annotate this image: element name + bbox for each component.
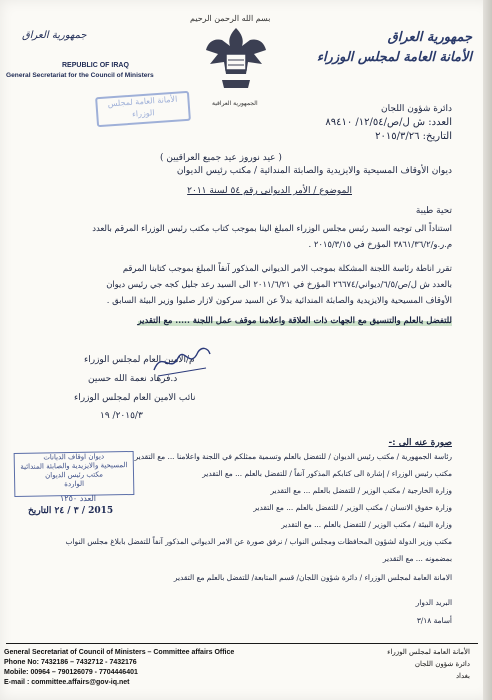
header-republic-ar: جمهورية العراق <box>387 30 472 45</box>
copy-item: بمضمونه ... مع التقدير <box>382 554 452 563</box>
copy-item: مكتب وزير الدولة لشؤون المحافظات ومجلس النواب / نرفق صورة عن الامر الديواني المذكور آنفاً للتفضل بابلاغ مجلس النواب <box>65 537 452 546</box>
top-stamp-text: الأمانة العامة لمجلس الوزراء <box>107 94 178 119</box>
iraq-emblem-icon <box>204 24 268 100</box>
footer-en-line3: Mobile: 00964 – 790126079 - 7704446401 <box>4 669 138 676</box>
copy-item: وزارة البيئة / مكتب الوزير / للتفضل بالعلم ... مع التقدير <box>281 520 452 529</box>
document-date: التاريخ: ٢٠١٥/٣/٢٦ <box>375 131 452 142</box>
top-stamp <box>95 91 191 127</box>
stamp-number: العدد ١٢٥٠ <box>60 494 97 503</box>
footer-en-line2: Phone No: 7432186 – 7432712 - 7432176 <box>4 659 137 666</box>
department-label: دائرة شؤون اللجان <box>381 104 452 114</box>
stamp-date: 2015 / ٣ / ٢٤ التاريخ <box>28 506 114 516</box>
body-para2-line2: بالعدد ش ل/ص/٦/٥/ديواني/٢٦٦٧٤ المؤرخ في ٢٠١١/٦/٢١ الى السيد رعد جليل كجه جي رئيس ديوان <box>106 279 452 289</box>
footer-ar-line1: الأمانة العامة لمجلس الوزراء <box>387 648 470 656</box>
handwritten-signature-icon <box>150 340 214 380</box>
copy-item: البريد الدوار <box>415 598 452 607</box>
footer-ar-line3: بغداد <box>455 672 470 680</box>
nowruz-heading: ( عيد نوروز عيد جميع العراقيين ) <box>160 153 282 163</box>
signature-date: ٢٠١٥/٣/ ١٩ <box>100 411 143 421</box>
stamp-line-4: الواردة <box>64 479 85 489</box>
addressee-line: ديوان الأوقاف المسيحية والايزيدية والصابئة المندائية / مكتب رئيس الديوان <box>176 166 452 176</box>
header-republic-ar-left: جمهورية العراق <box>22 30 87 41</box>
body-para1-line1: استناداً الى توجيه السيد رئيس مجلس الوزراء المبلغ الينا بموجب كتاب مكتب رئيس الوزراء المرقم بالعدد <box>92 223 452 233</box>
copy-item: مكتب رئيس الوزراء / إشارة الى كتابكم المذكور آنفاً / للتفضل بالعلم ... مع التقدير <box>202 469 452 478</box>
stamp-line-1: ديوان اوقاف الديانات <box>43 452 105 462</box>
body-para1-line2: م.ر.و/٣٨٦١/٣٦/٢ المؤرخ في ٢٠١٥/٣/١٥ . <box>308 239 452 249</box>
footer-divider <box>6 643 478 644</box>
copy-item: الامانة العامة لمجلس الوزراء / دائرة شؤون اللجان/ قسم المتابعة/ للتفضل بالعلم مع التقدير <box>173 573 452 582</box>
footer-en-line4: E-mail : committee.affairs@gov-iq.net <box>4 679 130 686</box>
signature-for-line: م/الامين العام لمجلس الوزراء <box>84 355 195 365</box>
copy-item: أسامة ٣/١٨ <box>416 616 452 625</box>
footer-ar-line2: دائرة شؤون اللجان <box>414 660 470 668</box>
header-secretariat-en: General Secretariat for the Council of Ministers <box>6 72 154 79</box>
body-para2-line3: الأوقاف المسيحية والايزيدية والصابئة المندائية بدلاً عن السيد سركون لازار صليوا وزير البيئة السابق . <box>106 295 452 305</box>
stamp-line-2: المسيحية والايزيدية والصابئة المندائية <box>20 461 128 471</box>
header-republic-en: REPUBLIC OF IRAQ <box>62 62 129 69</box>
copy-item: رئاسة الجمهورية / مكتب رئيس الديوان / للتفضل بالعلم وتسمية ممثلكم في اللجنة واعلامنا ... مع التقدير <box>134 452 452 461</box>
copies-heading: صورة عنه الى :- <box>388 438 452 448</box>
received-stamp <box>14 451 135 497</box>
body-para2-line1: تقرر اناطة رئاسة اللجنة المشكلة بموجب الامر الديواني المذكور آنفاً المبلغ بموجب كتابنا المرقم <box>122 263 452 273</box>
header-secretariat-ar: الأمانة العامة لمجلس الوزراء <box>316 50 472 65</box>
copy-item: وزارة الخارجية / مكتب الوزير / للتفضل بالعلم ... مع التقدير <box>270 486 452 495</box>
basmala: بسم الله الرحمن الرحيم <box>190 14 271 23</box>
signatory-name: د.فرهاد نعمة الله حسين <box>88 374 178 384</box>
paper-edge <box>483 0 492 700</box>
signatory-title: نائب الامين العام لمجلس الوزراء <box>74 393 196 403</box>
emblem-caption: الجمهورية العراقية <box>212 100 258 107</box>
salutation: تحية طيبة <box>415 206 452 216</box>
footer-en-line1: General Secretariat of Council of Ministers – Committee affairs Office <box>4 649 235 656</box>
subject-line: الموضوع / الأمر الديواني رقم ٥٤ لسنة ٢٠١١ <box>187 186 352 196</box>
copy-item: وزارة حقوق الانسان / مكتب الوزير / للتفضل بالعلم ... مع التقدير <box>253 503 452 512</box>
document-number: العدد: ش ل/ص/١٢/٥٤/ ٨٩٤١٠ <box>325 117 452 128</box>
body-closing: للتفضل بالعلم والتنسيق مع الجهات ذات العلاقة واعلامنا موقف عمل اللجنة ..... مع التقدير <box>137 315 452 325</box>
stamp-line-3: مكتب رئيس الديوان <box>45 470 103 480</box>
